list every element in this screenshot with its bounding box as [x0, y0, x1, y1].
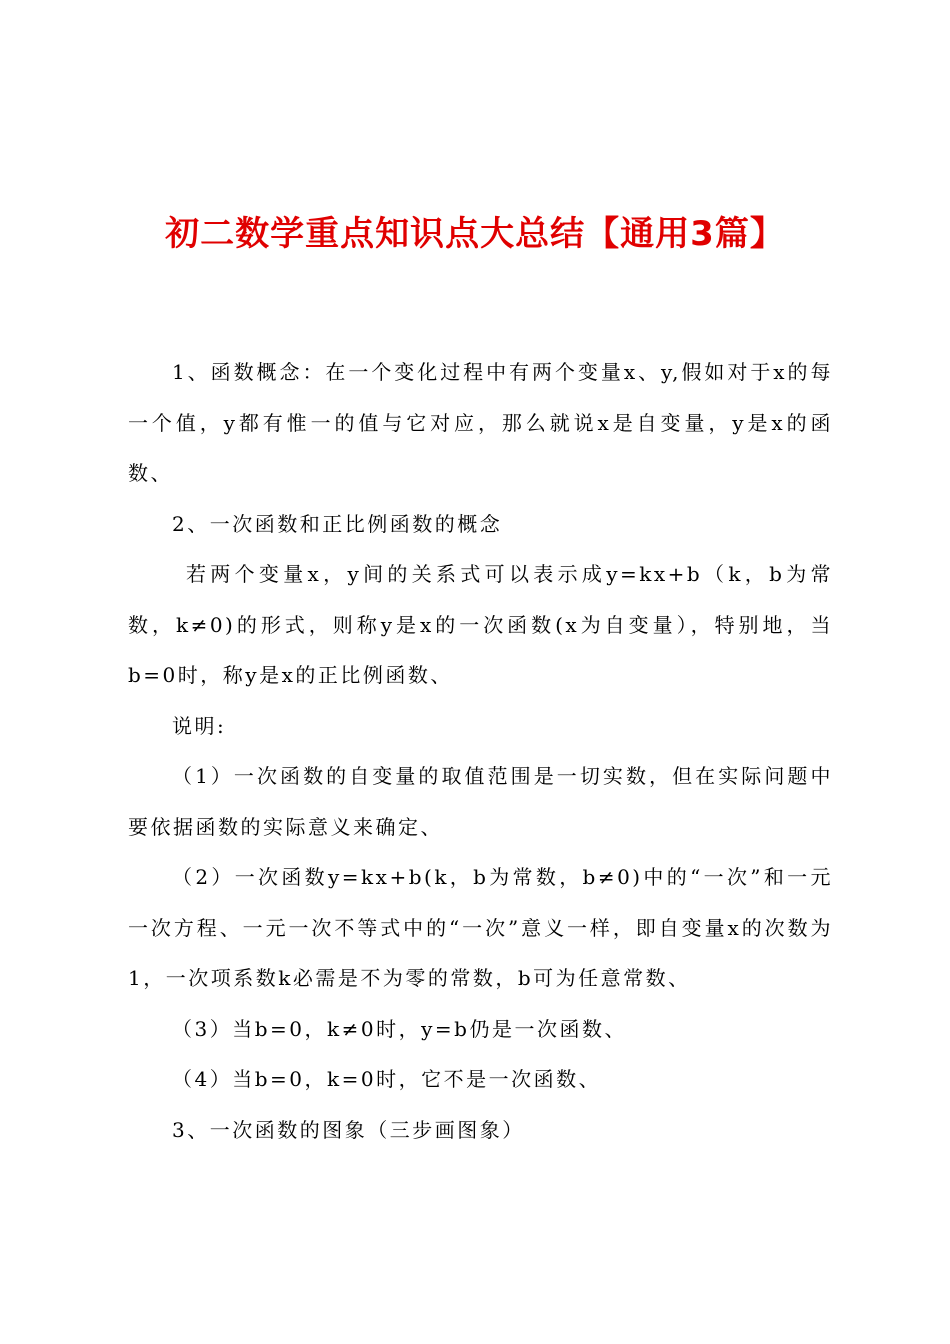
document-title: 初二数学重点知识点大总结【通用3篇】: [165, 214, 785, 254]
paragraph-function-concept: 1、函数概念：在一个变化过程中有两个变量x、y,假如对于x的每一个值，y都有惟一的值与它对应，那么就说x是自变量，y是x的函数、: [128, 360, 833, 485]
paragraph-linear-function-definition: 若两个变量x，y间的关系式可以表示成y=kx+b（k，b为常数，k≠0)的形式，则称y是x的一次函数(x为自变量），特别地，当b=0时，称y是x的正比例函数、: [128, 562, 833, 687]
paragraph-note-3: （3）当b=0，k≠0时，y=b仍是一次函数、: [172, 1016, 627, 1041]
paragraph-note-2: （2）一次函数y=kx+b(k，b为常数，b≠0)中的“一次”和一元一次方程、一元一次不等式中的“一次”意义一样，即自变量x的次数为1，一次项系数k必需是不为零的常数，b可为任意常数、: [128, 865, 833, 990]
paragraph-note-4: （4）当b=0，k=0时，它不是一次函数、: [172, 1067, 602, 1091]
paragraph-note-1: （1）一次函数的自变量的取值范围是一切实数，但在实际问题中要依据函数的实际意义来确定、: [128, 764, 833, 839]
paragraph-linear-function-heading: 2、一次函数和正比例函数的概念: [172, 511, 503, 536]
paragraph-explanation-label: 说明:: [172, 713, 227, 738]
document-body: [128, 347, 833, 1155]
paragraph-graph-heading: 3、一次函数的图象（三步画图象）: [172, 1117, 525, 1142]
